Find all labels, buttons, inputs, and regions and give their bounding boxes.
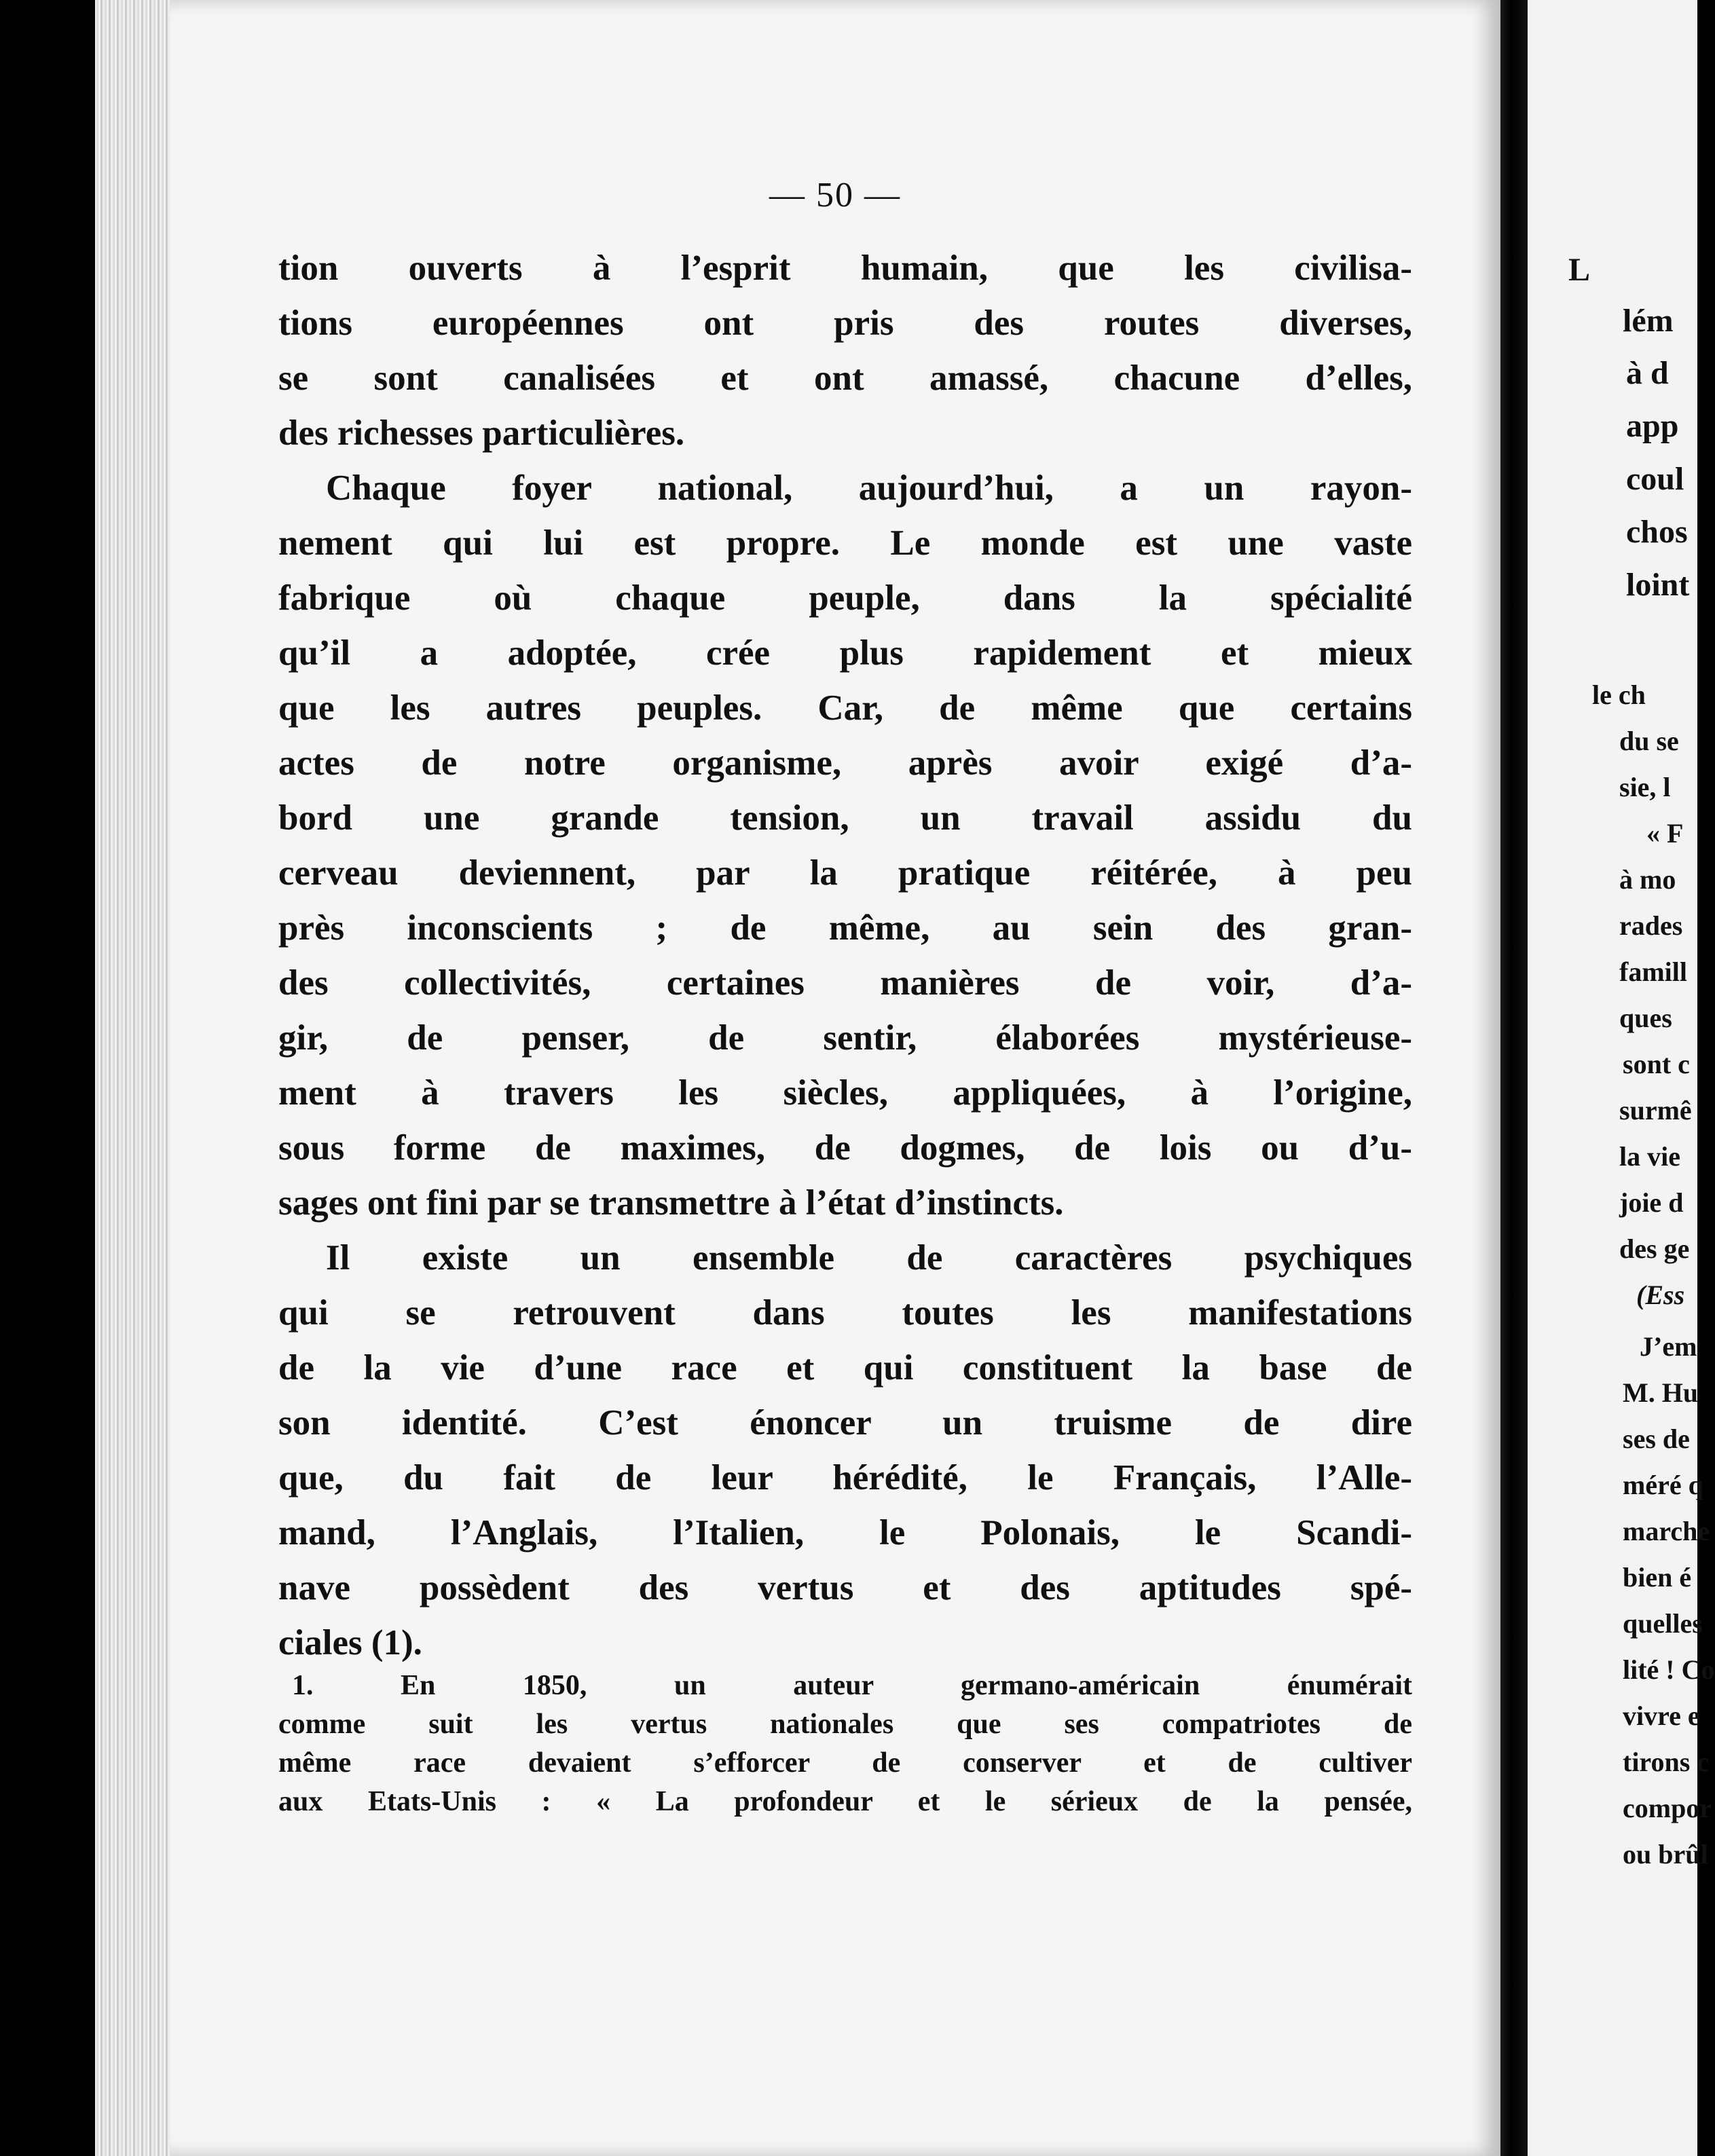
text-line: qu’il a adoptée, crée plus rapidement et mieux [278, 633, 1412, 673]
text-line: Chaque foyer national, aujourd’hui, a un rayon- [326, 468, 1412, 508]
text-line: se sont canalisées et ont amassé, chacune d’elles, [278, 358, 1412, 398]
right-page-text: à d [1626, 355, 1669, 391]
right-page-text: lém [1623, 303, 1674, 339]
right-page-text: surmê [1619, 1095, 1692, 1126]
text-line: tions européennes ont pris des routes diverses, [278, 303, 1412, 343]
right-page-text: L [1568, 252, 1591, 288]
right-page-text: compor [1623, 1793, 1712, 1823]
text-line: qui se retrouvent dans toutes les manifestations [278, 1293, 1412, 1333]
footnote-block [278, 1667, 1412, 1821]
right-page-text: à mo [1619, 864, 1676, 895]
right-page-text: le ch [1592, 680, 1646, 710]
text-line: cerveau deviennent, par la pratique réitérée, à peu [278, 853, 1412, 893]
text-line: tion ouverts à l’esprit humain, que les civilisa- [278, 248, 1412, 288]
text-line: mand, l’Anglais, l’Italien, le Polonais, le Scandi- [278, 1513, 1412, 1553]
text-line: sages ont fini par se transmettre à l’état d’instincts. [278, 1183, 1064, 1223]
footnote-line: 1. En 1850, un auteur germano-américain énumérait [292, 1670, 1412, 1701]
right-page-text: méré q [1623, 1470, 1703, 1500]
text-line: près inconscients ; de même, au sein des gran- [278, 908, 1412, 948]
text-line: sous forme de maximes, de dogmes, de lois ou d’u- [278, 1128, 1412, 1168]
text-line: de la vie d’une race et qui constituent la base de [278, 1348, 1412, 1388]
right-page-text: M. Hu [1623, 1377, 1699, 1408]
text-line: ment à travers les siècles, appliquées, à l’origine, [278, 1073, 1412, 1113]
right-page-text: app [1626, 408, 1679, 444]
right-page-text: quelles [1623, 1608, 1703, 1639]
text-line: nave possèdent des vertus et des aptitudes spé- [278, 1568, 1412, 1607]
text-line: actes de notre organisme, après avoir exigé d’a- [278, 743, 1412, 783]
text-line: nement qui lui est propre. Le monde est une vaste [278, 523, 1412, 563]
footnote-line: aux Etats-Unis : « La profondeur et le sérieux de la pensée, [278, 1786, 1412, 1817]
page-number: — 50 — [769, 176, 901, 215]
text-line: bord une grande tension, un travail assidu du [278, 798, 1412, 838]
book-page-edges [95, 0, 170, 2156]
right-page-text: tirons c [1623, 1747, 1710, 1777]
right-page-text: la vie [1619, 1141, 1680, 1172]
right-page-text: du se [1619, 726, 1679, 756]
right-page-text: (Ess [1636, 1280, 1685, 1310]
right-page-text: sont c [1623, 1049, 1690, 1079]
text-line: son identité. C’est énoncer un truisme de dire [278, 1403, 1412, 1443]
right-page-text: ques [1619, 1003, 1672, 1033]
text-line: que, du fait de leur hérédité, le Français, l’Alle- [278, 1458, 1412, 1498]
right-page-text: famill [1619, 956, 1687, 987]
footnote-line: comme suit les vertus nationales que ses compatriotes de [278, 1709, 1412, 1740]
right-page-text: vivre e [1623, 1700, 1700, 1731]
right-page-text: loint [1626, 567, 1690, 603]
right-page-text: lité ! Co [1623, 1654, 1715, 1685]
right-page-text: J’em [1640, 1331, 1697, 1362]
text-line: que les autres peuples. Car, de même que certains [278, 688, 1412, 728]
right-page-text: marche [1623, 1516, 1710, 1546]
right-page-text: joie d [1619, 1187, 1684, 1218]
right-page-text: chos [1626, 514, 1688, 550]
main-text-block [278, 241, 1412, 1671]
text-line: des collectivités, certaines manières de voir, d’a- [278, 963, 1412, 1003]
right-page-text: ses de [1623, 1424, 1690, 1454]
right-page-text: bien é [1623, 1562, 1692, 1593]
text-line: Il existe un ensemble de caractères psychiques [326, 1238, 1412, 1278]
right-page-text: rades [1619, 910, 1683, 941]
footnote-line: même race devaient s’efforcer de conserver et de cultiver [278, 1747, 1412, 1779]
text-line: fabrique où chaque peuple, dans la spécialité [278, 578, 1412, 618]
right-page-text: des ge [1619, 1233, 1690, 1264]
right-page-text: ou brûl [1623, 1839, 1708, 1870]
text-line: des richesses particulières. [278, 413, 685, 453]
right-page-text: sie, l [1619, 772, 1671, 802]
book-gutter [1500, 0, 1528, 2156]
text-line: gir, de penser, de sentir, élaborées mystérieuse- [278, 1018, 1412, 1058]
text-line: ciales (1). [278, 1623, 422, 1662]
right-page-text: « F [1646, 818, 1684, 849]
right-page-fragment [1528, 0, 1715, 2156]
right-page-text: coul [1626, 461, 1684, 497]
scan-border-left [0, 0, 95, 2156]
